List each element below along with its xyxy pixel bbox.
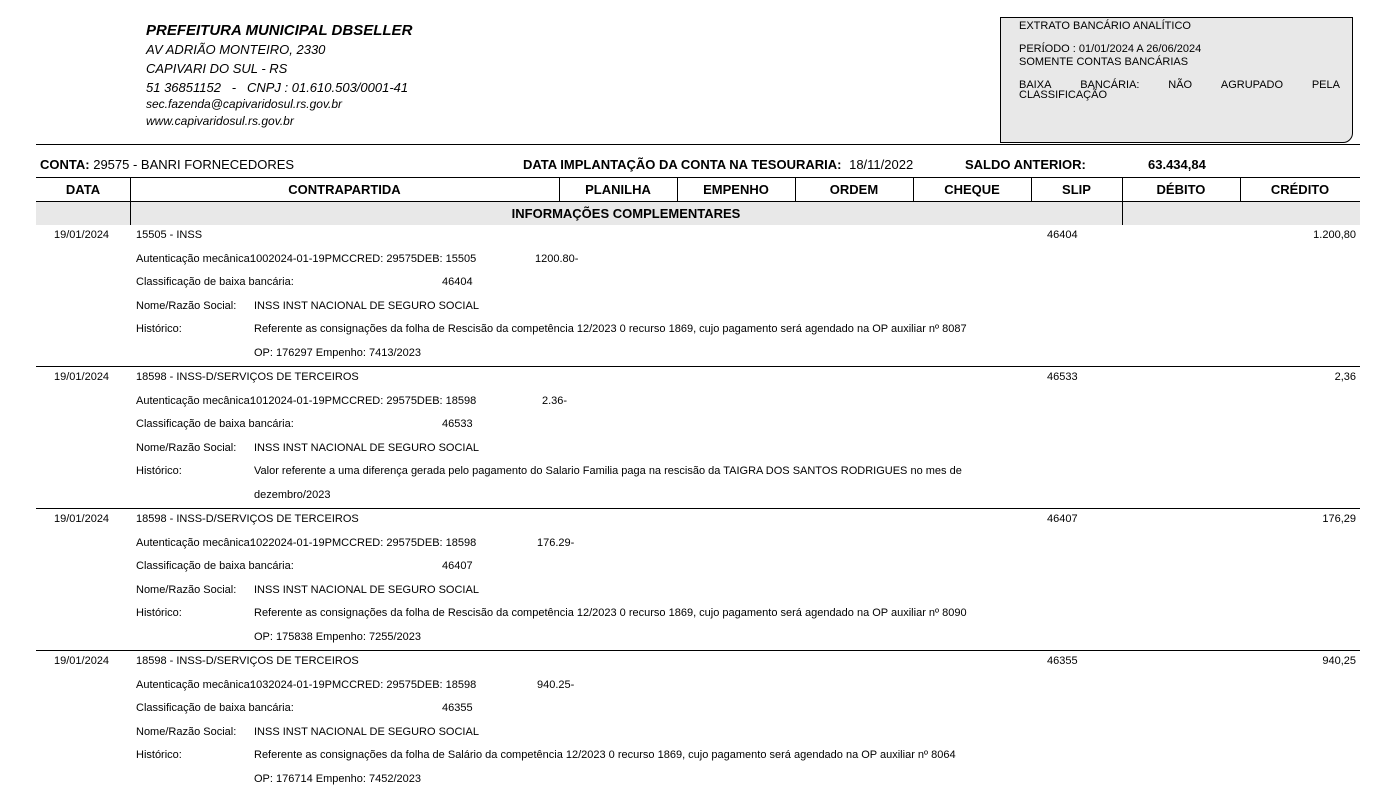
col-empenho: EMPENHO bbox=[703, 182, 769, 197]
auth-label: Autenticação mecânica: bbox=[136, 679, 253, 691]
implantacao-label: DATA IMPLANTAÇÃO DA CONTA NA TESOURARIA: bbox=[523, 157, 842, 172]
entry-contrapartida: 18598 - INSS-D/SERVIÇOS DE TERCEIROS bbox=[136, 371, 359, 383]
baixa-word: BAIXA bbox=[1019, 79, 1052, 91]
col-divider bbox=[130, 178, 131, 201]
entry-date: 19/01/2024 bbox=[54, 229, 110, 241]
report-title: EXTRATO BANCÁRIO ANALÍTICO bbox=[1019, 20, 1191, 32]
account-label: CONTA: bbox=[40, 157, 90, 172]
col-divider bbox=[1122, 202, 1123, 225]
table-subheader-row bbox=[36, 202, 1360, 225]
table-row bbox=[36, 369, 1360, 509]
historico-line1: Valor referente a uma diferença gerada pelo pagamento do Salario Familia paga na rescisão da TAIGRA DOS SANTOS RODRIGUES no mes de bbox=[254, 465, 962, 477]
saldo-label: SALDO ANTERIOR: bbox=[965, 157, 1086, 172]
entry-credito: 940,25 bbox=[1322, 655, 1356, 667]
table-row bbox=[36, 511, 1360, 651]
table-row bbox=[36, 227, 1360, 367]
auth-code: 1012024-01-19PMCCRED: 29575DEB: 18598 bbox=[250, 395, 477, 407]
implantacao-info bbox=[523, 157, 913, 172]
report-classificacao: CLASSIFICAÇÃO bbox=[1019, 89, 1108, 101]
org-email: sec.fazenda@capivaridosul.rs.gov.br bbox=[146, 97, 343, 111]
entry-slip: 46355 bbox=[1047, 655, 1078, 667]
header-divider bbox=[36, 144, 1360, 145]
baixa-word: BANCÁRIA: bbox=[1080, 79, 1140, 91]
nome-label: Nome/Razão Social: bbox=[136, 726, 237, 738]
col-cheque: CHEQUE bbox=[944, 182, 1000, 197]
saldo-value: 63.434,84 bbox=[1148, 157, 1206, 172]
col-divider bbox=[130, 202, 131, 225]
account-value: 29575 - BANRI FORNECEDORES bbox=[93, 157, 295, 172]
historico-label: Histórico: bbox=[136, 465, 182, 477]
col-divider bbox=[1240, 178, 1241, 201]
auth-code: 1032024-01-19PMCCRED: 29575DEB: 18598 bbox=[250, 679, 477, 691]
auth-code: 1022024-01-19PMCCRED: 29575DEB: 18598 bbox=[250, 537, 477, 549]
classificacao-label: Classificação de baixa bancária: bbox=[136, 560, 294, 572]
baixa-word: NÃO bbox=[1168, 79, 1193, 91]
entry-date: 19/01/2024 bbox=[54, 513, 110, 525]
historico-label: Histórico: bbox=[136, 607, 182, 619]
entry-credito: 176,29 bbox=[1322, 513, 1356, 525]
col-contrapartida: CONTRAPARTIDA bbox=[288, 182, 401, 197]
classificacao-value: 46404 bbox=[442, 276, 473, 288]
implantacao-value: 18/11/2022 bbox=[849, 157, 914, 172]
org-header bbox=[146, 22, 412, 131]
auth-value: 176.29- bbox=[537, 537, 575, 549]
col-divider bbox=[795, 178, 796, 201]
nome-value: INSS INST NACIONAL DE SEGURO SOCIAL bbox=[254, 584, 479, 596]
entry-credito: 2,36 bbox=[1334, 371, 1356, 383]
col-data: DATA bbox=[65, 182, 101, 197]
col-divider bbox=[559, 178, 560, 201]
nome-label: Nome/Razão Social: bbox=[136, 584, 237, 596]
nome-value: INSS INST NACIONAL DE SEGURO SOCIAL bbox=[254, 300, 479, 312]
auth-value: 2.36- bbox=[542, 395, 568, 407]
col-divider bbox=[913, 178, 914, 201]
historico-line1: Referente as consignações da folha de Salário da competência 12/2023 0 recurso 1869, cujo pagamento será agendado na OP auxiliar nº 8064 bbox=[254, 749, 956, 761]
auth-value: 1200.80- bbox=[535, 253, 579, 265]
col-credito: CRÉDITO bbox=[1270, 182, 1330, 197]
col-info-complementares: INFORMAÇÕES COMPLEMENTARES bbox=[511, 206, 741, 221]
org-address: AV ADRIÃO MONTEIRO, 2330 bbox=[146, 42, 326, 57]
entry-contrapartida: 18598 - INSS-D/SERVIÇOS DE TERCEIROS bbox=[136, 655, 359, 667]
classificacao-value: 46533 bbox=[442, 418, 473, 430]
report-info-box bbox=[1000, 17, 1353, 143]
historico-line2: OP: 175838 Empenho: 7255/2023 bbox=[254, 631, 421, 643]
classificacao-label: Classificação de baixa bancária: bbox=[136, 418, 294, 430]
entry-credito: 1.200,80 bbox=[1313, 229, 1356, 241]
org-name: PREFEITURA MUNICIPAL DBSELLER bbox=[146, 22, 413, 39]
classificacao-value: 46355 bbox=[442, 702, 473, 714]
nome-value: INSS INST NACIONAL DE SEGURO SOCIAL bbox=[254, 726, 479, 738]
org-city: CAPIVARI DO SUL - RS bbox=[146, 61, 288, 76]
auth-label: Autenticação mecânica: bbox=[136, 253, 253, 265]
baixa-word: PELA bbox=[1311, 79, 1340, 91]
row-divider bbox=[36, 508, 1360, 509]
entry-slip: 46404 bbox=[1047, 229, 1078, 241]
entry-slip: 46407 bbox=[1047, 513, 1078, 525]
historico-line2: OP: 176714 Empenho: 7452/2023 bbox=[254, 773, 421, 785]
historico-line2: OP: 176297 Empenho: 7413/2023 bbox=[254, 347, 421, 359]
nome-label: Nome/Razão Social: bbox=[136, 442, 237, 454]
col-debito: DÉBITO bbox=[1156, 182, 1206, 197]
col-planilha: PLANILHA bbox=[585, 182, 651, 197]
col-divider bbox=[1031, 178, 1032, 201]
historico-line1: Referente as consignações da folha de Rescisão da competência 12/2023 0 recurso 1869, cujo pagamento será agendado na OP auxiliar nº 8090 bbox=[254, 607, 967, 619]
col-slip: SLIP bbox=[1062, 182, 1091, 197]
org-phone-cnpj: 51 36851152 - CNPJ : 01.610.503/0001-41 bbox=[146, 80, 409, 95]
table-header-row bbox=[36, 178, 1360, 202]
historico-label: Histórico: bbox=[136, 749, 182, 761]
row-divider bbox=[36, 366, 1360, 367]
row-divider bbox=[36, 650, 1360, 651]
col-ordem: ORDEM bbox=[829, 182, 879, 197]
entry-contrapartida: 18598 - INSS-D/SERVIÇOS DE TERCEIROS bbox=[136, 513, 359, 525]
report-period: PERÍODO : 01/01/2024 A 26/06/2024 bbox=[1019, 43, 1202, 55]
entry-date: 19/01/2024 bbox=[54, 655, 110, 667]
account-info bbox=[40, 157, 294, 172]
classificacao-label: Classificação de baixa bancária: bbox=[136, 702, 294, 714]
auth-code: 1002024-01-19PMCCRED: 29575DEB: 15505 bbox=[250, 253, 477, 265]
historico-line2: dezembro/2023 bbox=[254, 489, 331, 501]
auth-label: Autenticação mecânica: bbox=[136, 537, 253, 549]
auth-label: Autenticação mecânica: bbox=[136, 395, 253, 407]
table-row bbox=[36, 653, 1360, 790]
entry-date: 19/01/2024 bbox=[54, 371, 110, 383]
classificacao-value: 46407 bbox=[442, 560, 473, 572]
classificacao-label: Classificação de baixa bancária: bbox=[136, 276, 294, 288]
nome-label: Nome/Razão Social: bbox=[136, 300, 237, 312]
historico-label: Histórico: bbox=[136, 323, 182, 335]
historico-line1: Referente as consignações da folha de Rescisão da competência 12/2023 0 recurso 1869, cujo pagamento será agendado na OP auxiliar nº 8087 bbox=[254, 323, 967, 335]
auth-value: 940.25- bbox=[537, 679, 575, 691]
col-divider bbox=[677, 178, 678, 201]
baixa-word: AGRUPADO bbox=[1220, 79, 1284, 91]
org-site: www.capivaridosul.rs.gov.br bbox=[146, 114, 294, 128]
entry-contrapartida: 15505 - INSS bbox=[136, 229, 203, 241]
col-divider bbox=[1122, 178, 1123, 201]
nome-value: INSS INST NACIONAL DE SEGURO SOCIAL bbox=[254, 442, 479, 454]
report-only-accounts: SOMENTE CONTAS BANCÁRIAS bbox=[1019, 56, 1189, 68]
table-header bbox=[36, 177, 1360, 225]
entry-slip: 46533 bbox=[1047, 371, 1078, 383]
